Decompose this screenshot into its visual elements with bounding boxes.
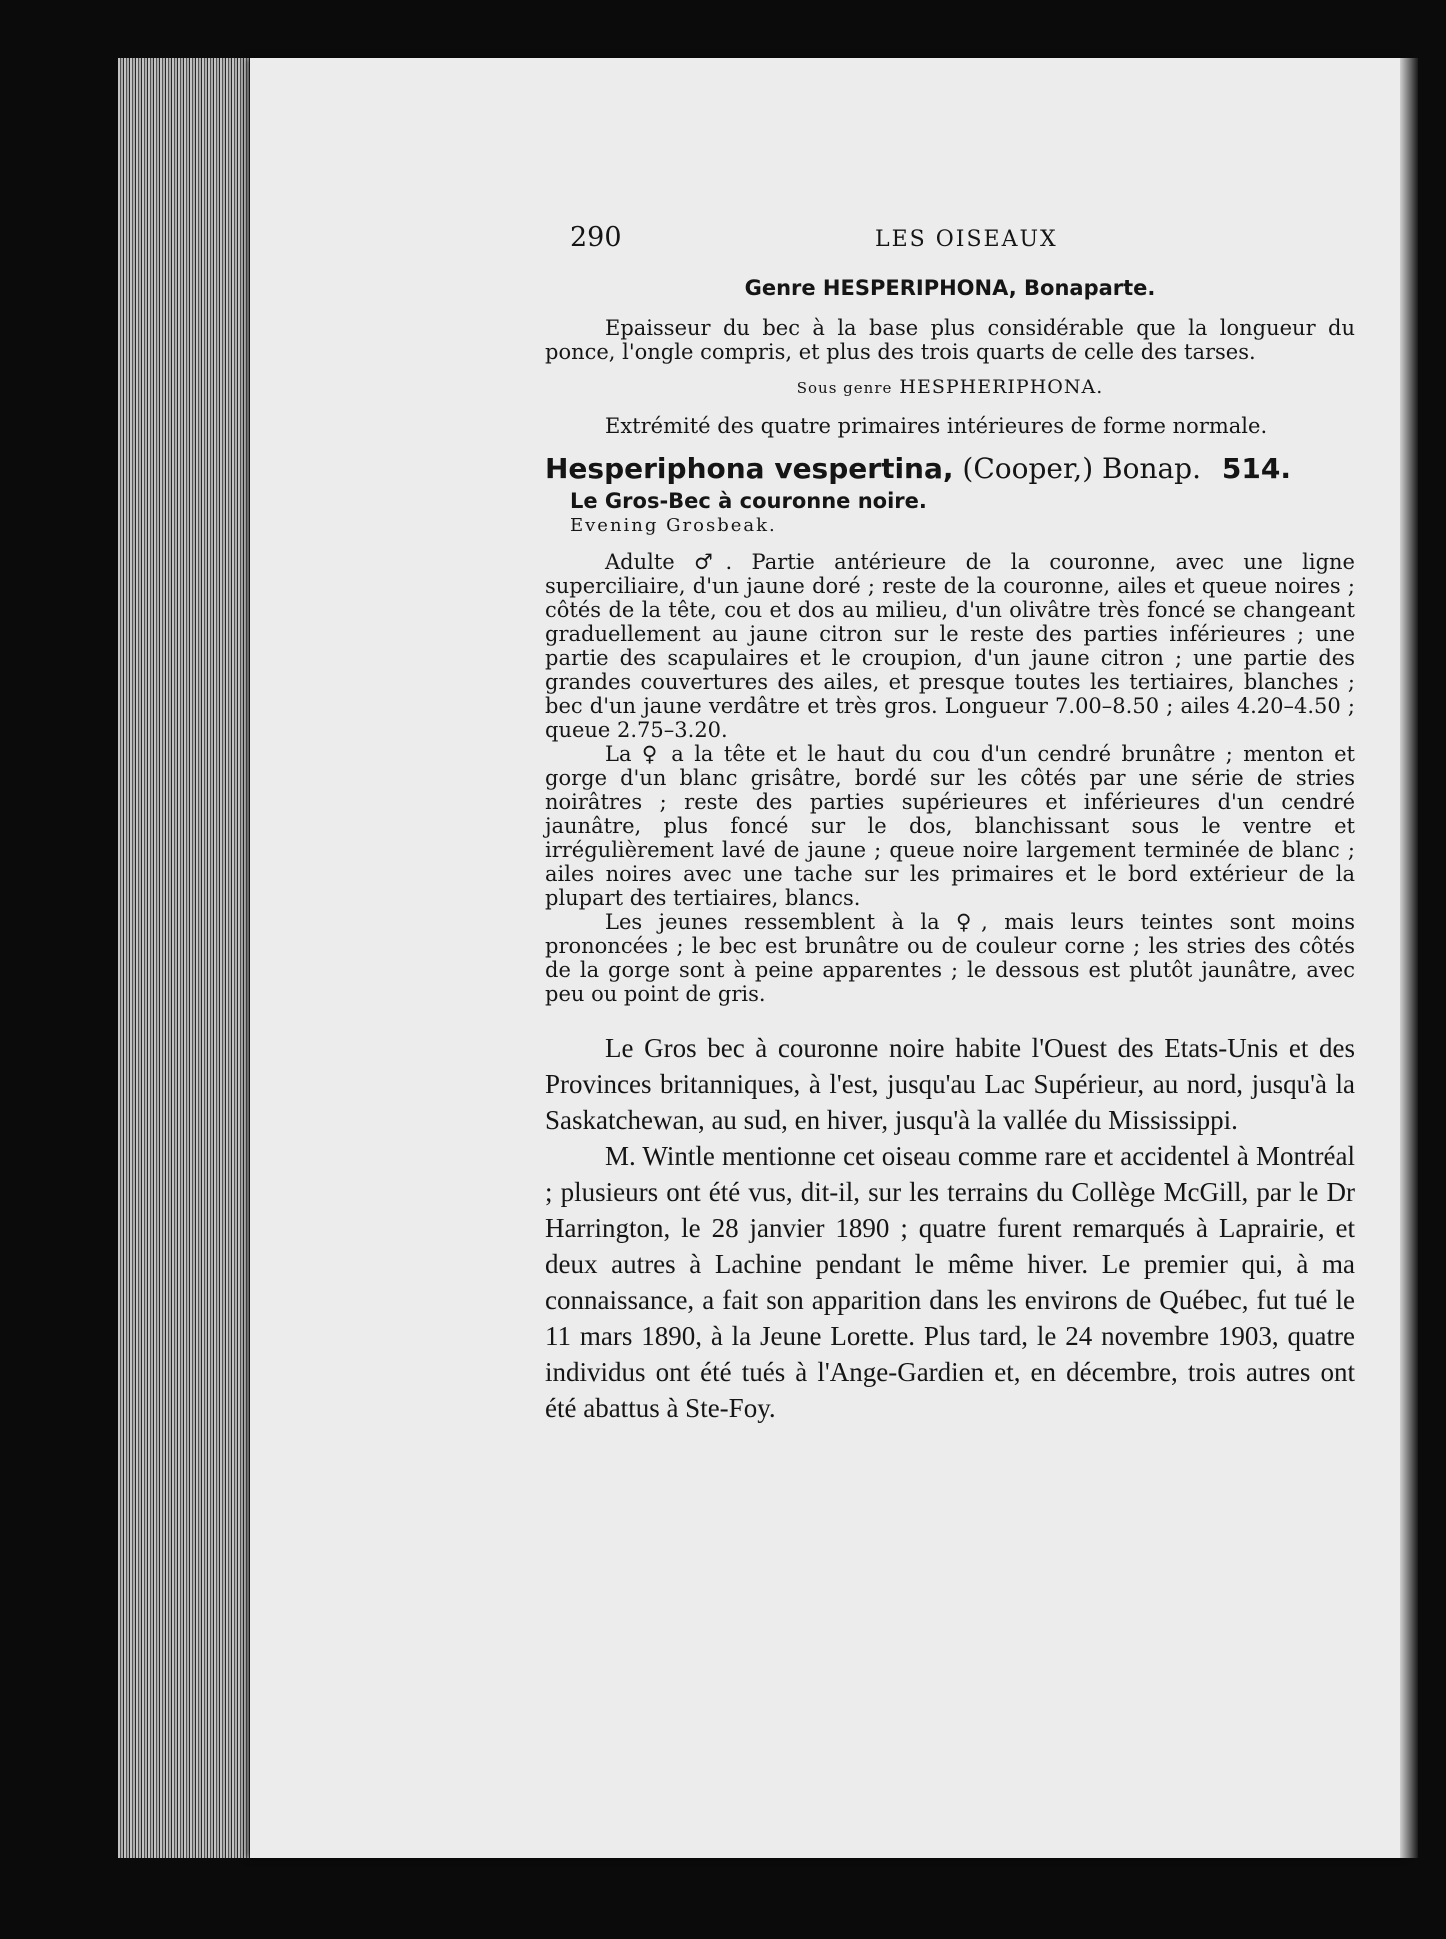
page-binding-edge: [1400, 58, 1418, 1858]
description-adult-male: Adulte ♂. Partie antérieure de la couronne, avec une ligne superciliaire, d'un jaune doré ; reste de la couronne, ailes et queue noires ; côtés de la tête, cou et dos au milieu, d'un olivâtre très foncé se changeant graduellement au jaune citron sur le reste des parties inférieures ; une partie des scapulaires et le croupion, d'un jaune citron ; une partie des grandes couvertures des ailes, et presque toutes les tertiaires, blanches ; bec d'un jaune verdâtre et très gros. Longueur 7.00–8.50 ; ailes 4.20–4.50 ; queue 2.75–3.20.: [545, 550, 1355, 742]
genus-heading: Genre HESPERIPHONA, Bonaparte.: [744, 276, 1156, 300]
species-number: 514.: [1221, 452, 1291, 485]
species-authority: (Cooper,) Bonap.: [962, 452, 1201, 485]
running-head: [545, 222, 1355, 262]
body-paragraph-range: Le Gros bec à couronne noire habite l'Ouest des Etats-Unis et des Provinces britanniques, à l'est, jusqu'au Lac Supérieur, au nord, jusqu'à la Saskatchewan, au sud, en hiver, jusqu'à la vallée du Mississippi.: [545, 1033, 1355, 1135]
genus-description: Epaisseur du bec à la base plus considérable que la longueur du ponce, l'ongle compris, et plus des trois quarts de celle des tarses.: [545, 316, 1355, 364]
description-young: Les jeunes ressemblent à la ♀, mais leurs teintes sont moins prononcées ; le bec est brunâtre ou de couleur corne ; les stries des côtés de la gorge sont à peine apparentes ; le dessous est plutôt jaunâtre, avec peu ou point de gris.: [545, 910, 1355, 1006]
page-number: 290: [570, 222, 622, 253]
running-title: LES OISEAUX: [875, 227, 1058, 252]
page-content: [545, 222, 1355, 1426]
spacer: [545, 1006, 1355, 1030]
subgenus-name: HESPHERIPHONA.: [899, 376, 1104, 398]
species-english-name: Evening Grosbeak.: [570, 515, 777, 536]
species-scientific-name: Hesperiphona vespertina,: [545, 452, 954, 485]
species-heading: [545, 452, 1355, 485]
body-paragraph-records: M. Wintle mentionne cet oiseau comme rare et accidentel à Montréal ; plusieurs ont été vus, dit-il, sur les terrains du Collège McGill, par le Dr Harrington, le 28 janvier 1890 ; quatre furent remarqués à Laprairie, et deux autres à Lachine pendant le même hiver. Le premier qui, à ma connaissance, a fait son apparition dans les environs de Québec, fut tué le 11 mars 1890, à la Jeune Lorette. Plus tard, le 24 novembre 1903, quatre individus ont été tués à l'Ange-Gardien et, en décembre, trois autres ont été abattus à Ste-Foy.: [545, 1141, 1355, 1423]
description-female: La ♀ a la tête et le haut du cou d'un cendré brunâtre ; menton et gorge d'un blanc grisâtre, bordé sur les côtés par une série de stries noirâtres ; reste des parties supérieures et inférieures d'un cendré jaunâtre, plus foncé sur le dos, blanchissant sous le ventre et irrégulièrement lavé de jaune ; queue noire largement terminée de blanc ; ailes noires avec une tache sur les primaires et le bord extérieur de la plupart des tertiaires, blancs.: [545, 742, 1355, 910]
subgenus-heading: [545, 376, 1355, 398]
subgenus-description: Extrémité des quatre primaires intérieures de forme normale.: [605, 414, 1268, 438]
subgenus-prefix: Sous genre: [796, 379, 893, 397]
species-french-name: Le Gros-Bec à couronne noire.: [570, 489, 927, 513]
